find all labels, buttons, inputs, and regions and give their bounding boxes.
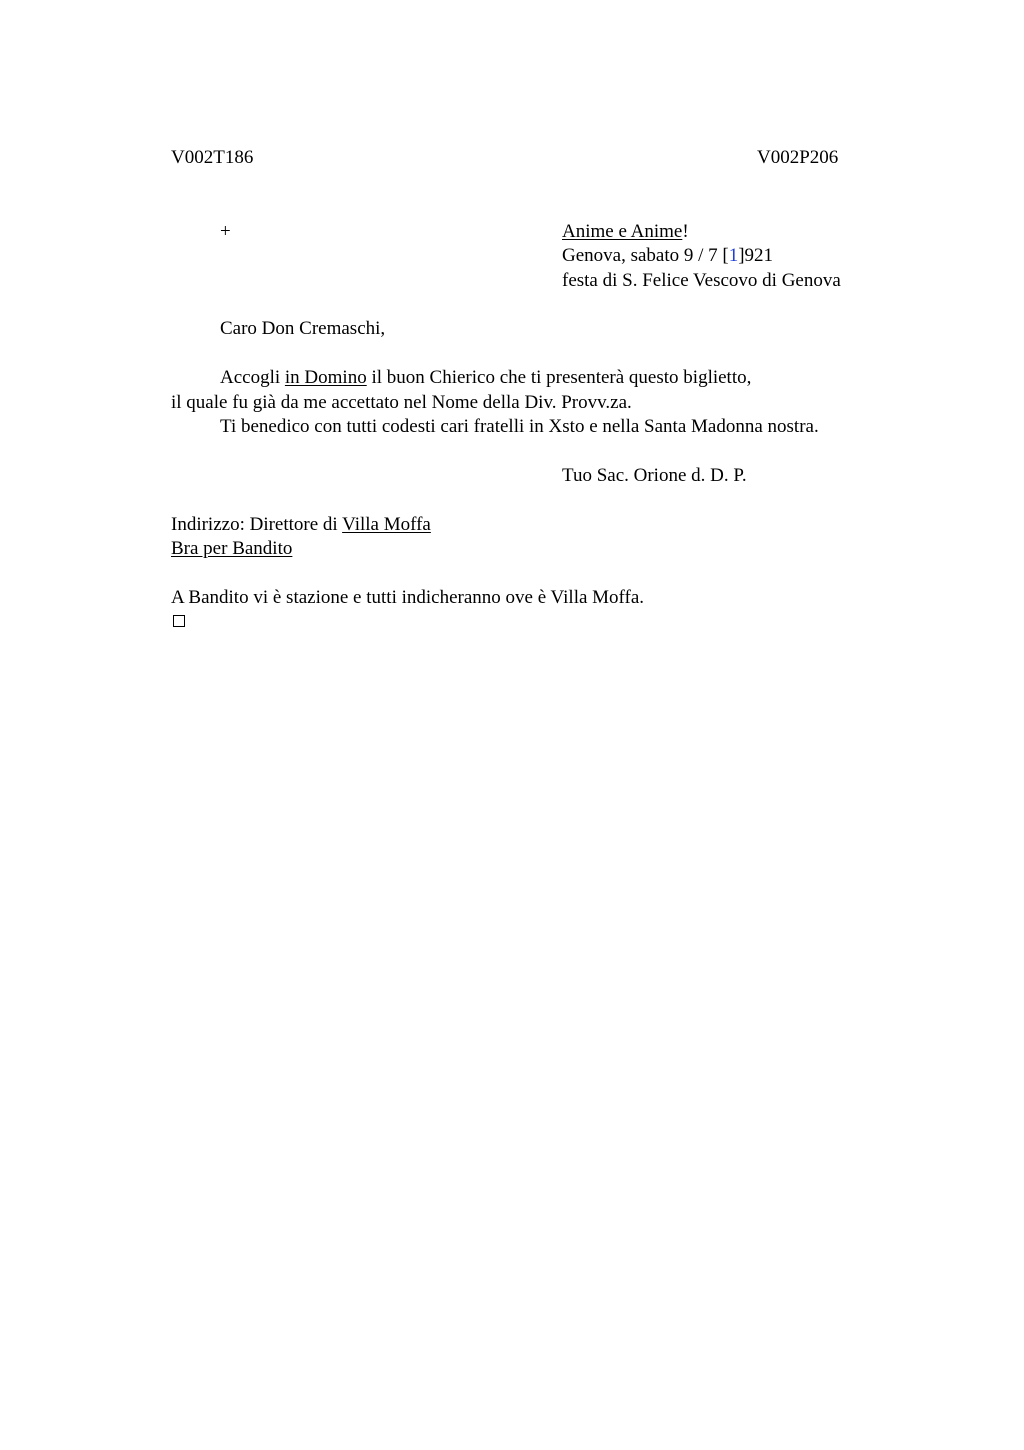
checkbox-icon [173,615,185,627]
address-line-1 [171,513,431,537]
date-suffix: ]921 [738,245,774,266]
motto-end: ! [682,221,689,242]
date-bracket-digit: 1 [728,245,739,266]
paragraph-1-line-2: il quale fu già da me accettato nel Nome della Div. Provv.za. [171,392,632,413]
address-label: Indirizzo: Direttore di [171,514,343,535]
p1-start: Accogli [220,367,285,388]
motto [562,220,689,244]
document-code-left: V002T186 [171,147,254,168]
address-line-2 [171,537,292,561]
salutation: Caro Don Cremaschi, [220,318,386,339]
date-prefix: Genova, sabato 9 / 7 [ [562,245,729,266]
paragraph-1-line-1 [220,366,751,390]
address-villa: Villa Moffa [342,514,431,535]
document-code-right: V002P206 [757,147,839,168]
address-line-2-text: Bra per Bandito [171,538,293,559]
feast-line: festa di S. Felice Vescovo di Genova [562,270,841,291]
paragraph-2: Ti benedico con tutti codesti cari fratelli in Xsto e nella Santa Madonna nostra. [220,416,819,437]
letter-date [562,244,773,268]
p1-underlined: in Domino [284,367,367,388]
p1-end: il buon Chierico che ti presenterà questo biglietto, [366,367,752,388]
note: A Bandito vi è stazione e tutti indicheranno ove è Villa Moffa. [171,587,645,608]
motto-underlined: Anime e Anime [562,221,683,242]
cross-symbol: + [220,221,231,242]
signature: Tuo Sac. Orione d. D. P. [562,465,747,486]
